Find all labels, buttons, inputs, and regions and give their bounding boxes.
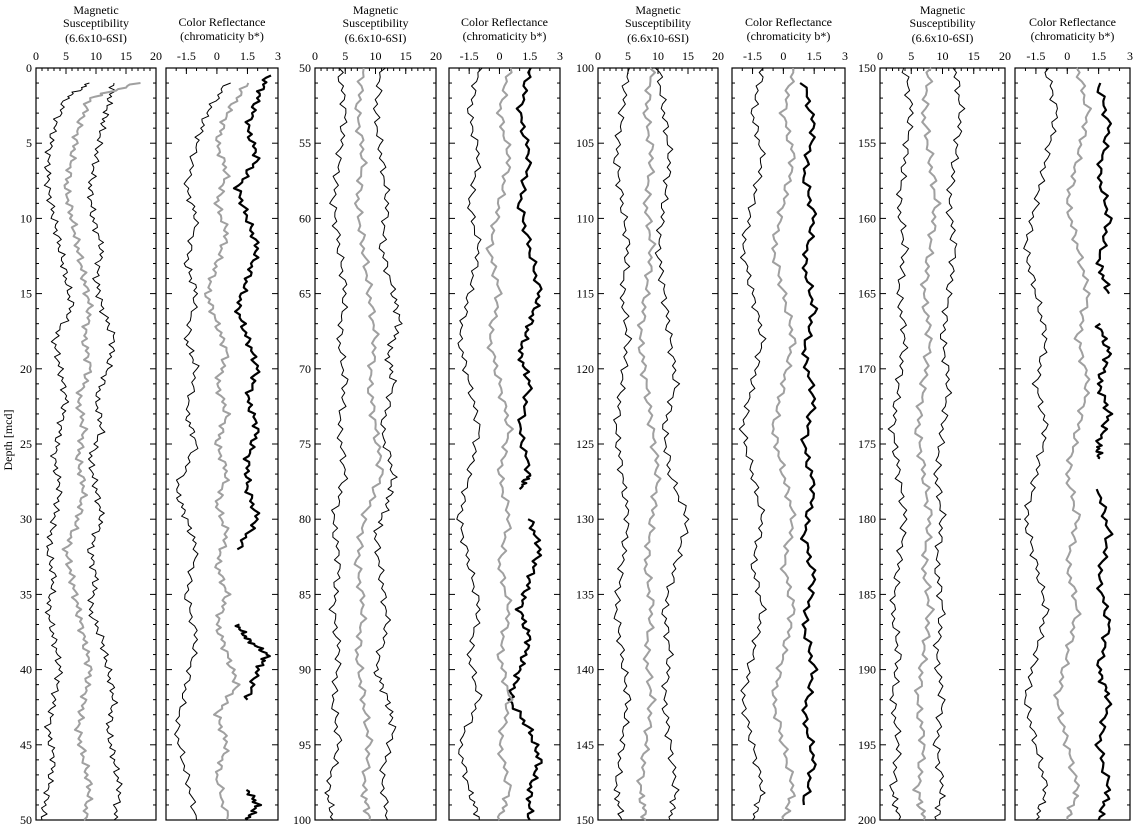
x-tick-label: 0 (312, 49, 318, 63)
series-line-bold (1096, 324, 1112, 459)
x-tick-label: 15 (399, 49, 412, 63)
x-tick-label: 0 (1064, 49, 1071, 63)
x-tick-label: 0 (213, 49, 220, 63)
x-tick-label: 0 (33, 49, 39, 63)
panel-title-line1: Magnetic (352, 3, 399, 17)
y-tick-label: 120 (576, 361, 594, 376)
panel-title-line2: Susceptibility (342, 16, 409, 30)
y-tick-label: 100 (293, 813, 311, 827)
x-tick-label: 3 (1127, 49, 1133, 63)
series-line-bold (1096, 489, 1113, 820)
x-tick-label: 3 (842, 49, 848, 63)
y-tick-label: 130 (576, 512, 594, 527)
series-line-bold (517, 68, 542, 489)
panel-frame (732, 68, 845, 820)
panel-title-line1: Color Reflectance (178, 15, 266, 29)
y-tick-label: 135 (576, 587, 594, 602)
x-tick-label: 5 (63, 49, 69, 63)
y-tick-label: 195 (858, 737, 876, 752)
panel-title-line2: (chromaticity b*) (1030, 29, 1115, 43)
x-tick-label: 15 (120, 49, 132, 63)
panel-title-line3: (6.6x10-6SI) (344, 31, 407, 45)
y-tick-label: 15 (20, 286, 32, 301)
y-tick-label: 155 (858, 136, 876, 151)
series-line-black (614, 68, 632, 820)
y-tick-label: 185 (858, 587, 876, 602)
y-tick-label: 200 (858, 813, 876, 827)
y-tick-label: 160 (858, 211, 876, 226)
series-line-bold (236, 625, 270, 700)
y-tick-label: 50 (299, 61, 311, 75)
panel-title-line3: (6.6x10-6SI) (65, 31, 127, 45)
x-tick-label: 10 (369, 49, 382, 63)
x-tick-label: 10 (652, 49, 664, 63)
panel-7 (858, 3, 1011, 827)
series-line-black (87, 83, 122, 820)
series-line-bold (800, 83, 817, 805)
y-tick-label: 115 (576, 286, 594, 301)
x-tick-label: 15 (967, 49, 980, 63)
panel-title-line2: (chromaticity b*) (462, 29, 547, 43)
y-tick-label: 170 (858, 361, 876, 376)
y-tick-label: 65 (299, 286, 311, 301)
x-tick-label: 20 (999, 49, 1011, 63)
x-tick-label: 20 (712, 49, 724, 63)
x-tick-label: -1.5 (176, 49, 196, 63)
y-tick-label: 145 (576, 737, 594, 752)
series-line-bold (508, 519, 541, 820)
x-tick-label: 10 (936, 49, 949, 63)
panel-title-line1: Magnetic (919, 3, 966, 17)
x-tick-label: 1.5 (806, 49, 822, 63)
series-line-gray (205, 83, 248, 820)
x-tick-label: -1.5 (743, 49, 763, 63)
y-tick-label: 25 (20, 437, 32, 451)
series-line-black (325, 68, 348, 820)
y-tick-label: 165 (858, 286, 876, 301)
y-tick-label: 35 (20, 587, 32, 602)
x-tick-label: 15 (682, 49, 694, 63)
x-tick-label: 0 (496, 49, 503, 63)
x-tick-label: 0 (780, 49, 787, 63)
y-tick-label: 10 (20, 211, 32, 226)
y-tick-label: 140 (576, 662, 594, 677)
x-tick-label: 0 (595, 49, 601, 63)
y-tick-label: 60 (299, 211, 311, 226)
y-tick-label: 20 (20, 361, 32, 376)
series-line-bold (234, 76, 271, 550)
series-line-bold (1097, 83, 1112, 294)
panel-frame (315, 68, 436, 820)
y-tick-label: 45 (20, 737, 32, 752)
panel-2 (166, 15, 281, 820)
x-tick-label: 20 (150, 49, 162, 63)
y-tick-label: 100 (576, 61, 594, 75)
panel-title-line1: Color Reflectance (461, 15, 548, 29)
panel-title-line1: Magnetic (635, 3, 681, 17)
y-tick-label: 105 (576, 136, 594, 151)
x-tick-label: 5 (342, 49, 349, 63)
panel-title-line3: (6.6x10-6SI) (911, 31, 974, 45)
series-line-bold (246, 790, 261, 820)
panel-title-line2: Susceptibility (63, 16, 129, 30)
panel-5 (576, 3, 724, 827)
x-tick-label: 3 (557, 49, 563, 63)
series-line-black (457, 68, 482, 820)
x-tick-label: 5 (625, 49, 631, 63)
panel-title-line2: (chromaticity b*) (746, 29, 831, 43)
x-tick-label: -1.5 (1026, 49, 1046, 63)
y-tick-label: 150 (858, 61, 876, 75)
series-line-gray (63, 83, 141, 820)
y-tick-label: 55 (299, 136, 311, 151)
series-line-gray (1054, 68, 1091, 820)
series-line-black (933, 68, 965, 820)
y-tick-label: 85 (299, 587, 311, 602)
panel-8 (1015, 15, 1133, 820)
y-tick-label: 80 (299, 512, 311, 527)
x-tick-label: 10 (90, 49, 102, 63)
panel-3 (293, 3, 442, 827)
panel-6 (732, 15, 848, 820)
y-tick-label: 50 (20, 813, 32, 827)
y-tick-label: 190 (858, 662, 876, 677)
y-tick-label: 125 (576, 437, 594, 451)
x-tick-label: 1.5 (239, 49, 255, 63)
x-tick-label: 1.5 (522, 49, 538, 63)
y-tick-label: 95 (299, 737, 311, 752)
series-line-gray (772, 68, 795, 820)
panel-4 (449, 15, 563, 820)
x-tick-label: 1.5 (1091, 49, 1107, 63)
y-tick-label: 175 (858, 437, 876, 451)
x-tick-label: 0 (877, 49, 883, 63)
panel-title-line1: Color Reflectance (745, 15, 832, 29)
panel-title-line2: (chromaticity b*) (180, 29, 264, 43)
x-tick-label: -1.5 (459, 49, 479, 63)
panel-title-line1: Magnetic (73, 3, 119, 17)
series-line-gray (913, 68, 940, 820)
x-tick-label: 5 (908, 49, 915, 63)
panel-title-line2: Susceptibility (909, 16, 976, 30)
y-tick-label: 180 (858, 512, 876, 527)
y-tick-label: 150 (576, 813, 594, 827)
panel-title-line3: (6.6x10-6SI) (627, 31, 689, 45)
panel-title-line2: Susceptibility (625, 16, 691, 30)
y-tick-label: 75 (299, 437, 311, 451)
y-tick-label: 30 (20, 512, 32, 527)
series-line-black (739, 68, 766, 820)
panel-1 (20, 3, 162, 827)
y-tick-label: 110 (576, 211, 594, 226)
series-line-gray (637, 68, 660, 820)
series-line-black (655, 68, 689, 820)
panel-frame (1015, 68, 1130, 820)
y-tick-label: 0 (26, 61, 32, 75)
y-axis-label: Depth [mcd] (1, 409, 15, 471)
series-line-gray (487, 68, 513, 820)
panel-title-line1: Color Reflectance (1029, 15, 1116, 29)
x-tick-label: 20 (430, 49, 442, 63)
y-tick-label: 70 (299, 361, 311, 376)
series-line-gray (355, 68, 383, 820)
series-line-black (888, 68, 913, 820)
x-tick-label: 3 (275, 49, 281, 63)
y-tick-label: 90 (299, 662, 311, 677)
y-tick-label: 5 (26, 136, 32, 151)
y-tick-label: 40 (20, 662, 32, 677)
series-line-black (1024, 68, 1058, 820)
